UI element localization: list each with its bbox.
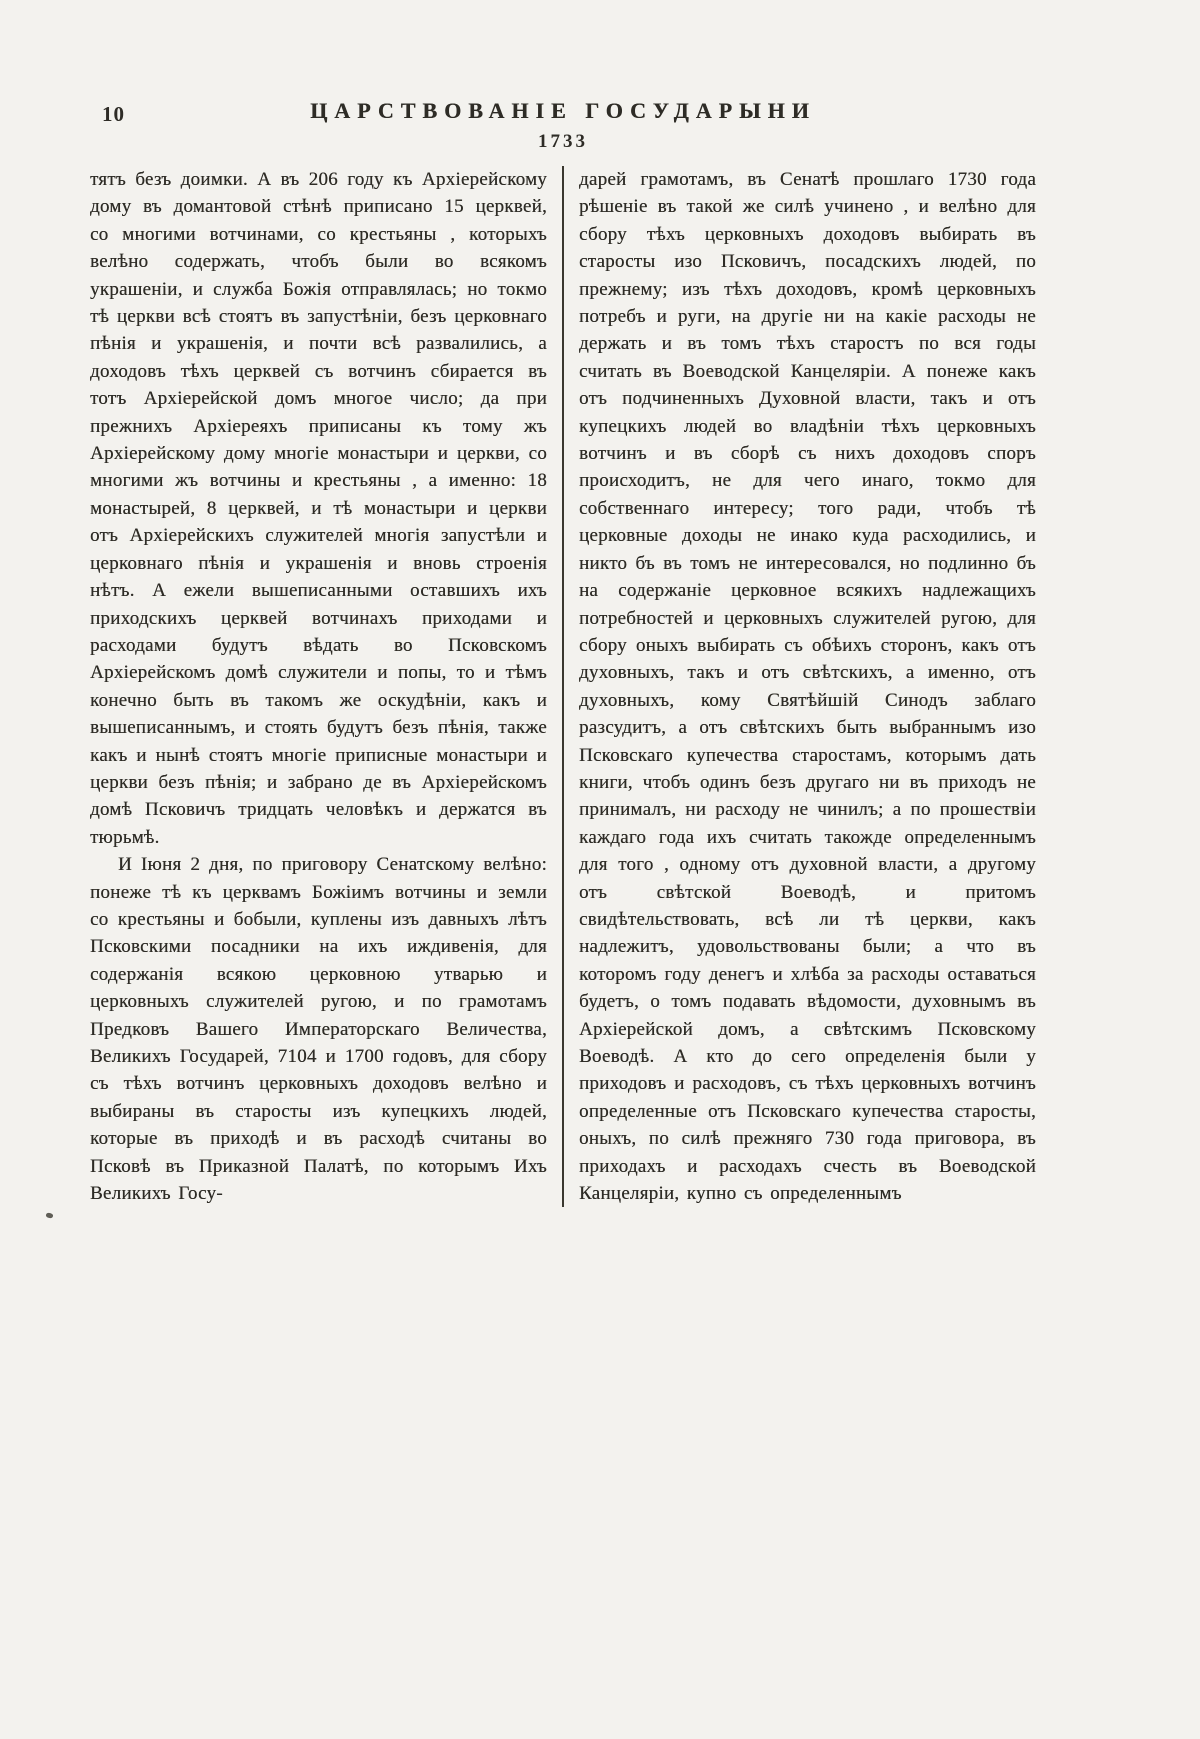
- right-column: [564, 166, 1036, 1207]
- paragraph-continuation: тятъ безъ доимки. А въ 206 году къ Архіерейскому дому въ домантовой стѣнѣ приписано 15 церквей, со многими вотчинами, со крестьяны , которыхъ велѣно содержать, чтобъ были во всякомъ украшеніи, и служба Божія отправлялась; но токмо тѣ церкви всѣ стоятъ въ запустѣніи, безъ церковнаго пѣнія и украшенія, и почти всѣ развалились, а доходовъ тѣхъ церквей съ вотчинъ сбирается въ тотъ Архіерейской домъ многое число; да при прежнихъ Архіереяхъ приписаны къ тому жъ Архіерейскому дому многіе монастыри и церкви, со многими жъ вотчины и крестьяны , а именно: 18 монастырей, 8 церквей, и тѣ монастыри и церкви отъ Архіерейскихъ служителей многія запустѣли и церковнаго пѣнія и украшенія и вновь строенія нѣтъ. А ежели вышеписанными оставшихъ ихъ приходскихъ церквей вотчинахъ приходами и расходами будутъ вѣдать во Псковскомъ Архіерейскомъ домѣ служители и попы, то и тѣмъ конечно быть въ такомъ же оскудѣніи, какъ и вышеписаннымъ, и стоять будутъ безъ пѣнія, также какъ и нынѣ стоятъ многіе приписные монастыри и церкви безъ пѣнія; и забрано де въ Архіерейскомъ домѣ Псковичъ тридцать человѣкъ и держатся въ тюрьмѣ.: [90, 169, 547, 848]
- paragraph: И Іюня 2 дня, по приговору Сенатскому велѣно: понеже тѣ къ церквамъ Божіимъ вотчины и земли со крестьяны и бобыли, куплены изъ давныхъ лѣтъ Псковскими посадники на ихъ иждивенія, для содержанія всякою церковною утварью и церковныхъ служителей ругою, и по грамотамъ Предковъ Вашего Императорскаго Величества, Великихъ Государей, 7104 и 1700 годовъ, для сбору съ тѣхъ вотчинъ церковныхъ доходовъ велѣно и выбираны въ старосты изъ купецкихъ людей, которые въ приходѣ и въ расходѣ считаны во Псковѣ въ Приказной Палатѣ, по которымъ Ихъ Великихъ Госу-: [90, 854, 547, 1205]
- paragraph-continuation: дарей грамотамъ, въ Сенатѣ прошлаго 1730 года рѣшеніе въ такой же силѣ учинено , и велѣно для сбору тѣхъ церковныхъ доходовъ выбирать въ старосты изо Псковичъ, посадскихъ людей, по прежнему; изъ тѣхъ доходовъ, кромѣ церковныхъ потребъ и руги, на другіе ни на какіе расходы не держать и въ томъ тѣхъ старостъ по вся годы считать въ Воеводской Канцеляріи. А понеже какъ отъ подчиненныхъ Духовной власти, такъ и отъ купецкихъ людей во владѣніи тѣхъ церковныхъ вотчинъ и въ сборѣ съ нихъ доходовъ споръ происходитъ, не для чего инаго, токмо для собственнаго интересу; того ради, чтобъ тѣ церковные доходы не инако куда расходились, и никто бъ въ томъ не интересовался, но подлинно бъ на содержаніе церковное всякихъ надлежащихъ потребностей и церковныхъ служителей ругою, для сбору оныхъ выбирать съ обѣихъ сторонъ, какъ отъ духовныхъ, такъ и отъ свѣтскихъ, а именно, отъ духовныхъ, кому Святѣйшій Синодъ заблаго разсудитъ, а отъ свѣтскихъ быть выбраннымъ изо Псковскаго купечества старостамъ, которымъ дать книги, чтобъ одинъ безъ другаго ни въ приходъ не принималъ, ни расходу не чинилъ; а по прошествіи каждаго года ихъ считать такожде определеннымъ для того , одному отъ духовной власти, а другому отъ свѣтской Воеводѣ, и притомъ свидѣтельствовать, всѣ ли тѣ церкви, какъ надлежитъ, удовольствованы были; а что въ которомъ году денегъ и хлѣба за расходы оставаться будетъ, о томъ подавать вѣдомости, духовнымъ въ Архіерейской домъ, а свѣтскимъ Псковскому Воеводѣ. А кто до сего определенія были у приходовъ и расходовъ, съ тѣхъ церковныхъ вотчинъ определенные отъ Псковскаго купечества старосты, оныхъ, по силѣ прежняго 730 года приговора, въ приходахъ и расходахъ счесть въ Воеводской Канцеляріи, купно съ определеннымъ: [579, 169, 1036, 1205]
- year-heading: 1733: [538, 131, 588, 152]
- page-content: [90, 98, 1036, 1207]
- text-columns: [90, 166, 1036, 1207]
- running-title: ЦАРСТВОВАНІЕ ГОСУДАРЫНИ: [310, 98, 816, 123]
- ink-speck: [45, 1212, 53, 1219]
- left-column: [90, 166, 562, 1207]
- page-number: 10: [102, 102, 125, 126]
